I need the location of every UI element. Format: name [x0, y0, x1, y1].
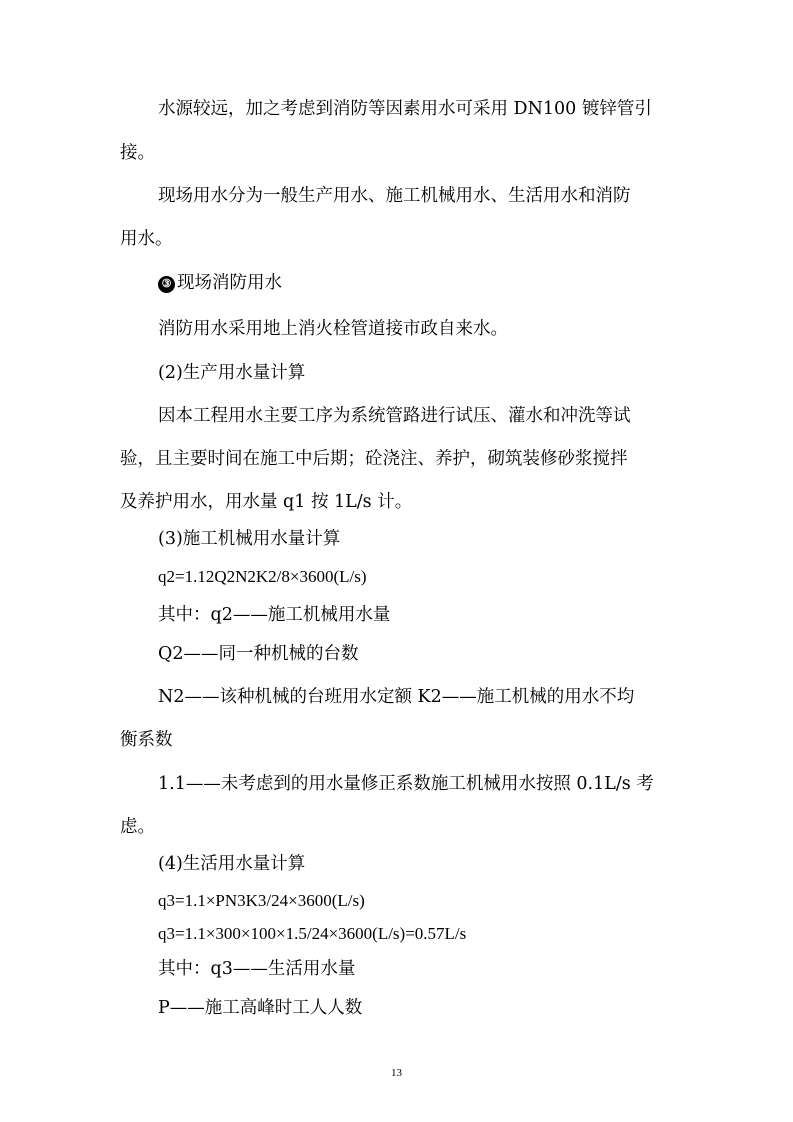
text-line: 水源较远，加之考虑到消防等因素用水可采用 DN100 镀锌管引 [158, 99, 652, 119]
circled-number-icon: ③ [158, 276, 175, 293]
text-line: 因本工程用水主要工序为系统管路进行试压、灌水和冲洗等试 [158, 406, 631, 426]
section-heading: (4)生活用水量计算 [158, 854, 306, 874]
text-line: 虑。 [120, 817, 155, 837]
text-line: 其中：q2——施工机械用水量 [158, 605, 391, 625]
text-line: Q2——同一种机械的台数 [158, 644, 359, 664]
text-line: 消防用水采用地上消火栓管道接市政自来水。 [158, 319, 508, 339]
text-line: 1.1——未考虑到的用水量修正系数施工机械用水按照 0.1L/s 考 [158, 774, 654, 794]
section-heading-text: 现场消防用水 [177, 273, 282, 293]
text-line: 验，且主要时间在施工中后期；砼浇注、养护，砌筑装修砂浆搅拌 [120, 449, 628, 469]
text-line: 及养护用水，用水量 q1 按 1L/s 计。 [120, 492, 413, 512]
text-line: 现场用水分为一般生产用水、施工机械用水、生活用水和消防 [158, 186, 631, 206]
formula-line: q3=1.1×300×100×1.5/24×3600(L/s)=0.57L/s [158, 924, 467, 943]
text-line: 其中：q3——生活用水量 [158, 959, 356, 979]
section-heading [158, 272, 282, 294]
formula-line: q3=1.1×PN3K3/24×3600(L/s) [158, 891, 365, 910]
section-heading: (2)生产用水量计算 [158, 363, 306, 383]
text-line: 用水。 [120, 229, 173, 249]
text-line: 衡系数 [120, 730, 173, 750]
text-line: P——施工高峰时工人人数 [158, 998, 363, 1018]
section-heading: (3)施工机械用水量计算 [158, 529, 341, 549]
formula-line: q2=1.12Q2N2K2/8×3600(L/s) [158, 567, 367, 586]
page-number: 13 [391, 1067, 402, 1079]
text-line: 接。 [120, 143, 155, 163]
text-line: N2——该种机械的台班用水定额 K2——施工机械的用水不均 [158, 687, 635, 707]
